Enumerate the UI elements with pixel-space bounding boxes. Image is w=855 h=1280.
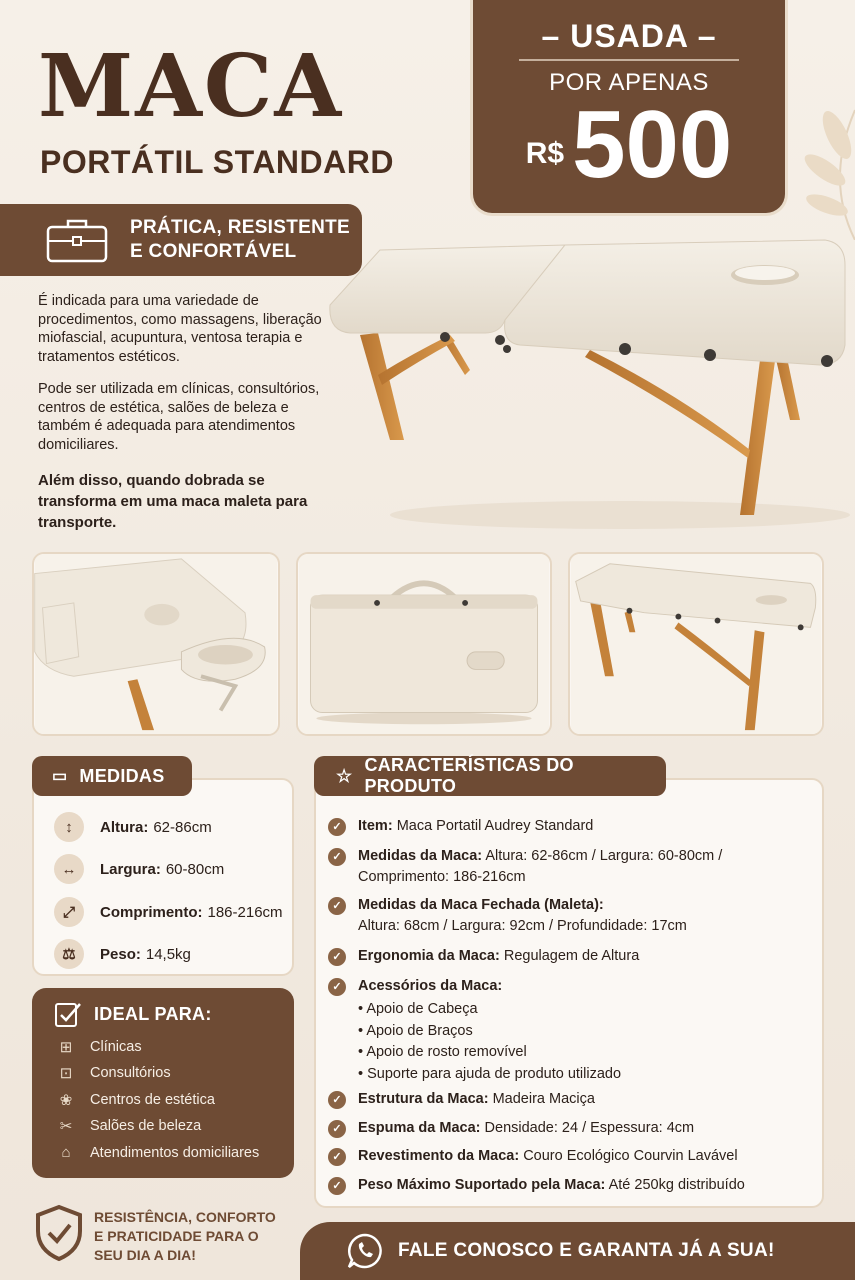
horizontal-arrow-icon: ↔ <box>54 854 84 884</box>
price-prefix: POR APENAS <box>549 69 709 96</box>
check-icon: ✓ <box>328 978 346 996</box>
product-features-panel <box>314 778 824 1208</box>
price-badge <box>470 0 788 216</box>
cta-label: FALE CONOSCO E GARANTA JÁ A SUA! <box>398 1240 775 1261</box>
ideal-for-panel <box>32 988 294 1178</box>
briefcase-icon <box>46 217 108 263</box>
features-header: ☆ CARACTERÍSTICAS DO PRODUTO <box>314 756 666 796</box>
page-title: MACA <box>38 36 344 137</box>
description-highlight: Além disso, quando dobrada se transforma em uma maca maleta para transporte. <box>38 472 308 531</box>
divider <box>519 59 739 61</box>
weight-icon: ⚖ <box>54 939 84 969</box>
price-value: 500 <box>572 91 733 198</box>
check-icon: ✓ <box>328 818 346 836</box>
headrest-image <box>34 554 278 734</box>
ideal-for-title: IDEAL PARA: <box>94 1004 212 1024</box>
ideal-item: ⊞ Clínicas <box>54 1038 142 1056</box>
measurement-width: ↔ Largura: 60-80cm <box>54 854 224 884</box>
home-icon: ⌂ <box>61 1144 71 1161</box>
footer-tagline: RESISTÊNCIA, CONFORTO E PRATICIDADE PARA O SEU DIA A DIA! <box>94 1209 276 1263</box>
shield-check-icon <box>34 1204 84 1262</box>
ideal-item: ⌂ Atendimentos domiciliares <box>54 1144 259 1161</box>
list-item: • Apoio de rosto removível <box>358 1042 621 1064</box>
check-icon: ✓ <box>328 1148 346 1166</box>
list-item: • Apoio de Braços <box>358 1021 621 1043</box>
leaf-icon <box>785 90 855 240</box>
page-subtitle: PORTÁTIL STANDARD <box>40 144 394 180</box>
features-ribbon <box>0 204 362 276</box>
check-icon: ✓ <box>328 1091 346 1109</box>
vertical-arrow-icon: ↕ <box>54 812 84 842</box>
description-paragraph: É indicada para uma variedade de procedimentos, como massagens, liberação miofascial, acupuntura, ventosa terapia e tratamentos estéticos. <box>38 293 322 365</box>
feature-item: ✓ Item: Maca Portatil Audrey Standard <box>328 816 818 837</box>
description-paragraph: Pode ser utilizada em clínicas, consultórios, centros de estética, salões de beleza e também é adequada para atendimentos domiciliares. <box>38 381 320 453</box>
folded-case-image <box>298 554 550 734</box>
measurement-length: ⤢ Comprimento: 186-216cm <box>54 897 283 927</box>
price-value-row <box>473 91 785 198</box>
scissors-icon: ✂ <box>59 1118 73 1135</box>
table-side-image <box>570 554 822 734</box>
massage-table-image <box>320 225 855 530</box>
photo-table <box>568 552 824 736</box>
feature-item: ✓ Ergonomia da Maca: Regulagem de Altura <box>328 946 818 967</box>
spa-icon: ❀ <box>59 1092 73 1109</box>
check-icon: ✓ <box>328 1120 346 1138</box>
list-item: • Apoio de Cabeça <box>358 999 621 1021</box>
checklist-icon <box>54 1000 82 1028</box>
photo-headrest <box>32 552 280 736</box>
list-item: • Suporte para ajuda de produto utilizado <box>358 1064 621 1086</box>
measurement-weight: ⚖ Peso: 14,5kg <box>54 939 191 969</box>
check-icon: ✓ <box>328 1177 346 1195</box>
condition-label: – USADA – <box>541 18 717 54</box>
feature-item: ✓ Acessórios da Maca: <box>328 976 818 997</box>
feature-item: ✓ Revestimento da Maca: Couro Ecológico Courvin Lavável <box>328 1146 818 1167</box>
feature-item: ✓ Estrutura da Maca: Madeira Maciça <box>328 1089 818 1110</box>
feature-item: ✓ Medidas da Maca: Altura: 62-86cm / Largura: 60-80cm / Comprimento: 186-216cm <box>328 846 818 888</box>
feature-item: ✓ Medidas da Maca Fechada (Maleta): Altura: 68cm / Largura: 92cm / Profundidade: 17cm <box>328 895 818 937</box>
price-currency: R$ <box>525 137 565 170</box>
check-icon: ✓ <box>328 897 346 915</box>
measurements-panel <box>32 778 294 976</box>
measurement-height: ↕ Altura: 62-86cm <box>54 812 212 842</box>
ideal-item: ❀ Centros de estética <box>54 1091 215 1109</box>
ideal-item: ✂ Salões de beleza <box>54 1117 201 1135</box>
whatsapp-icon <box>346 1232 384 1270</box>
star-icon: ☆ <box>336 765 353 786</box>
check-icon: ✓ <box>328 848 346 866</box>
ideal-item: ⊡ Consultórios <box>54 1064 171 1082</box>
ribbon-text: PRÁTICA, RESISTENTE E CONFORTÁVEL <box>130 217 350 262</box>
medical-case-icon: ⊡ <box>59 1065 73 1082</box>
hospital-icon: ⊞ <box>59 1039 73 1056</box>
accessories-list <box>358 999 621 1085</box>
check-icon: ✓ <box>328 948 346 966</box>
measurements-header: ▭ MEDIDAS <box>32 756 192 796</box>
contact-cta-button[interactable] <box>300 1222 855 1280</box>
diagonal-arrow-icon: ⤢ <box>54 897 84 927</box>
feature-item: ✓ Peso Máximo Suportado pela Maca: Até 250kg distribuído <box>328 1175 818 1196</box>
photo-folded <box>296 552 552 736</box>
feature-item: ✓ Espuma da Maca: Densidade: 24 / Espessura: 4cm <box>328 1118 818 1139</box>
ruler-icon: ▭ <box>52 768 68 785</box>
